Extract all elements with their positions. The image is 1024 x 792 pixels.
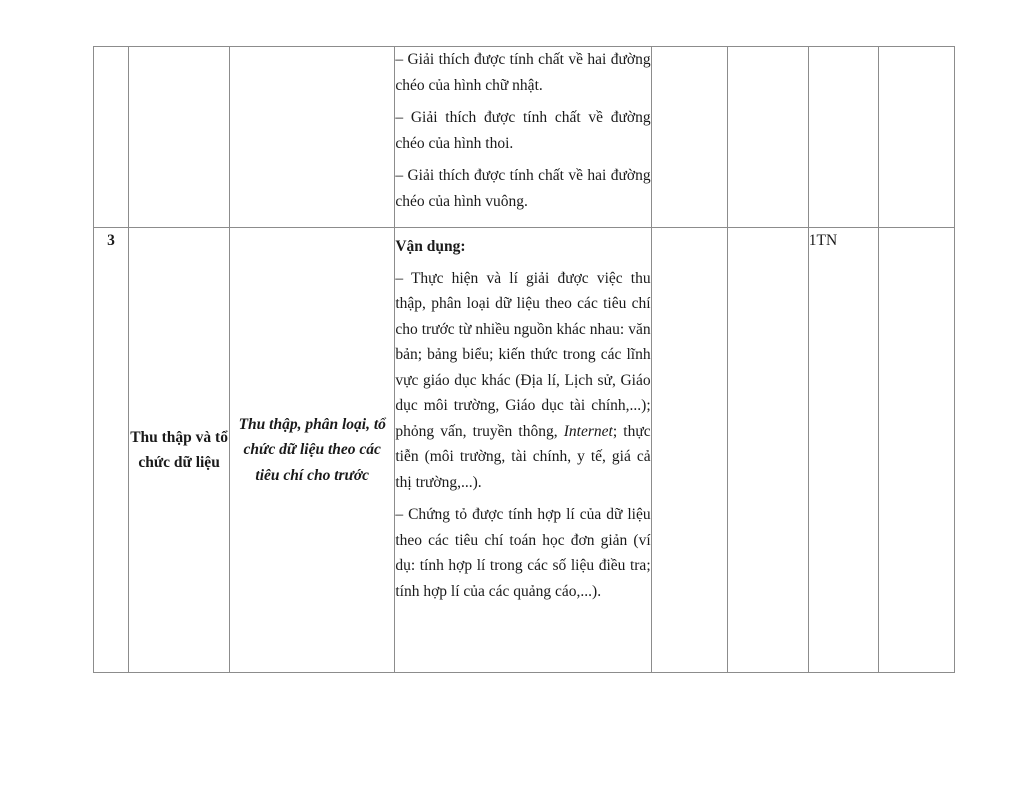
requirement-item: – Giải thích được tính chất về hai đường chéo của hình vuông.: [395, 167, 651, 210]
level-cell-4: [878, 47, 954, 228]
table-row: [94, 228, 955, 673]
topic-cell: [129, 47, 230, 228]
requirement-heading: Vận dụng:: [395, 238, 466, 255]
requirement-item: – Chứng tỏ được tính hợp lí của dữ liệu theo các tiêu chí toán học đơn giản (ví dụ: tính hợp lí trong các số liệu điều tra; tính hợp lí của các quảng cáo,...).: [395, 506, 651, 600]
table-row: [94, 47, 955, 228]
level-cell-4: [878, 228, 954, 673]
unit-cell: Thu thập, phân loại, tổ chức dữ liệu theo các tiêu chí cho trước: [230, 228, 395, 673]
requirement-item: [395, 266, 650, 496]
requirement-text: ; thực tiễn (môi trường, tài chính, y tế, giá cả thị trường,...).: [395, 422, 651, 491]
level-cell-3: 1TN: [808, 228, 878, 673]
requirement-italic-term: Internet: [563, 422, 613, 440]
level-cell-3: [808, 47, 878, 228]
level-cell-2: [727, 47, 808, 228]
level-cell-1: [651, 47, 727, 228]
level-cell-1: [651, 228, 727, 673]
topic-cell: Thu thập và tổ chức dữ liệu: [129, 228, 230, 673]
requirement-item: – Giải thích được tính chất về đường chéo của hình thoi.: [395, 109, 651, 152]
level-cell-2: [727, 228, 808, 673]
requirement-item: – Giải thích được tính chất về hai đường chéo của hình chữ nhật.: [395, 51, 651, 94]
stt-cell: [94, 47, 129, 228]
requirements-cell: [395, 47, 651, 228]
requirement-text: – Thực hiện và lí giải được việc thu thập, phân loại dữ liệu theo các tiêu chí cho trước từ nhiều nguồn khác nhau: văn bản; bảng biểu; kiến thức trong các lĩnh vực giáo dục khác (Địa lí, Lịch sử, Giáo dục môi trường, Giáo dục tài chính,...); phỏng vấn, truyền thông,: [395, 269, 651, 440]
requirements-cell: [395, 228, 651, 673]
stt-cell: 3: [94, 228, 129, 673]
unit-cell: [230, 47, 395, 228]
assessment-matrix-table: [93, 46, 955, 673]
